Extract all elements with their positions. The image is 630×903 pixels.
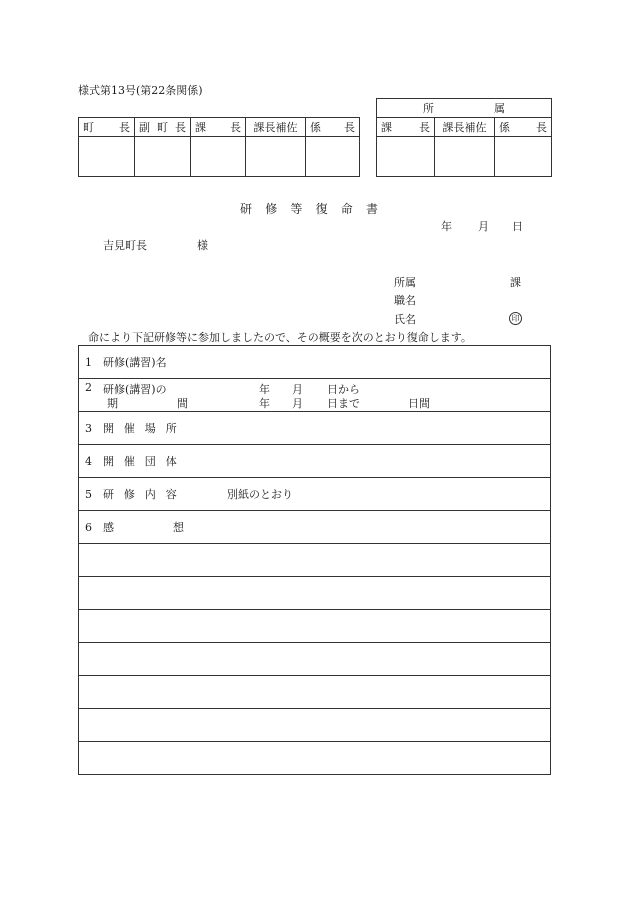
- stamp-box[interactable]: [79, 137, 135, 177]
- approval-stamp-row: [377, 137, 552, 177]
- writing-line[interactable]: [79, 610, 551, 643]
- affiliation-header-row: [377, 99, 552, 118]
- approval-stamp-table-right: [376, 98, 552, 177]
- item-label: 開催団体: [103, 455, 187, 468]
- from-day: 日から: [327, 383, 360, 396]
- report-table: [78, 345, 551, 775]
- form-id: 様式第13号(第22条関係): [78, 84, 203, 97]
- item-label: 研修内容: [103, 488, 187, 501]
- stamp-box[interactable]: [135, 137, 191, 177]
- blank-row: [79, 610, 551, 643]
- document-title: 研 修 等 復 命 書: [240, 202, 379, 216]
- item-value: 別紙のとおり: [227, 488, 293, 501]
- addressee-name: 吉見町長: [103, 239, 147, 252]
- header-assistant-chief: 課長補佐: [435, 118, 495, 137]
- date-month: 月: [478, 220, 489, 233]
- stamp-box[interactable]: [377, 137, 435, 177]
- writing-line[interactable]: [79, 742, 551, 775]
- item-number: 2: [85, 381, 92, 394]
- to-month: 月: [292, 397, 303, 410]
- header-section-chief: 課 長: [191, 118, 246, 137]
- writing-line[interactable]: [79, 544, 551, 577]
- item-training-name[interactable]: [79, 346, 551, 379]
- stamp-box[interactable]: [435, 137, 495, 177]
- item-number: 5: [85, 488, 92, 501]
- item-training-period[interactable]: [79, 379, 551, 412]
- affiliation-label: 所属: [394, 276, 416, 289]
- stamp-box[interactable]: [246, 137, 306, 177]
- header-subsection-chief: 係 長: [495, 118, 552, 137]
- item-label-part: 感: [103, 521, 114, 534]
- item-number: 4: [85, 455, 92, 468]
- table-row: [79, 412, 551, 445]
- addressee-honorific: 様: [197, 239, 208, 252]
- item-content[interactable]: [79, 478, 551, 511]
- intro-text: 命により下記研修等に参加しましたので、その概要を次のとおり復命します。: [88, 331, 472, 344]
- to-year: 年: [259, 397, 270, 410]
- days-count: 日間: [408, 397, 430, 410]
- blank-row: [79, 544, 551, 577]
- blank-row: [79, 643, 551, 676]
- name-label: 氏名: [394, 313, 416, 326]
- affiliation-header: 所 属: [377, 99, 552, 118]
- item-venue[interactable]: [79, 412, 551, 445]
- item-label: 研修(講習)の: [103, 383, 167, 396]
- stamp-box[interactable]: [495, 137, 552, 177]
- item-label: 研修(講習)名: [103, 356, 167, 369]
- item-label-part: 想: [173, 521, 184, 534]
- approval-header-row: [377, 118, 552, 137]
- item-number: 1: [85, 356, 92, 369]
- table-row: [79, 511, 551, 544]
- writing-line[interactable]: [79, 709, 551, 742]
- to-day: 日まで: [327, 397, 360, 410]
- item-impressions[interactable]: [79, 511, 551, 544]
- stamp-box[interactable]: [306, 137, 360, 177]
- approval-stamp-row: [79, 137, 360, 177]
- item-organizer[interactable]: [79, 445, 551, 478]
- blank-row: [79, 742, 551, 775]
- writing-line[interactable]: [79, 676, 551, 709]
- blank-row: [79, 676, 551, 709]
- affiliation-suffix: 課: [510, 276, 521, 289]
- date-year: 年: [441, 220, 452, 233]
- header-town-mayor: 町 長: [79, 118, 135, 137]
- from-month: 月: [292, 383, 303, 396]
- header-subsection-chief: 係 長: [306, 118, 360, 137]
- from-year: 年: [259, 383, 270, 396]
- blank-row: [79, 577, 551, 610]
- header-section-chief: 課 長: [377, 118, 435, 137]
- table-row: [79, 346, 551, 379]
- writing-line[interactable]: [79, 643, 551, 676]
- approval-header-row: [79, 118, 360, 137]
- stamp-box[interactable]: [191, 137, 246, 177]
- blank-row: [79, 709, 551, 742]
- header-assistant-chief: 課長補佐: [246, 118, 306, 137]
- date-day: 日: [512, 220, 523, 233]
- header-deputy-mayor: 副 町 長: [135, 118, 191, 137]
- table-row: [79, 445, 551, 478]
- item-number: 3: [85, 422, 92, 435]
- item-label-part: 期: [107, 397, 118, 410]
- item-label-part: 間: [177, 397, 188, 410]
- item-label: 開催場所: [103, 422, 187, 435]
- writing-line[interactable]: [79, 577, 551, 610]
- position-label: 職名: [394, 294, 416, 307]
- seal-icon: 印: [509, 312, 522, 325]
- table-row: [79, 379, 551, 412]
- table-row: [79, 478, 551, 511]
- item-number: 6: [85, 521, 92, 534]
- approval-stamp-table-left: [78, 117, 360, 177]
